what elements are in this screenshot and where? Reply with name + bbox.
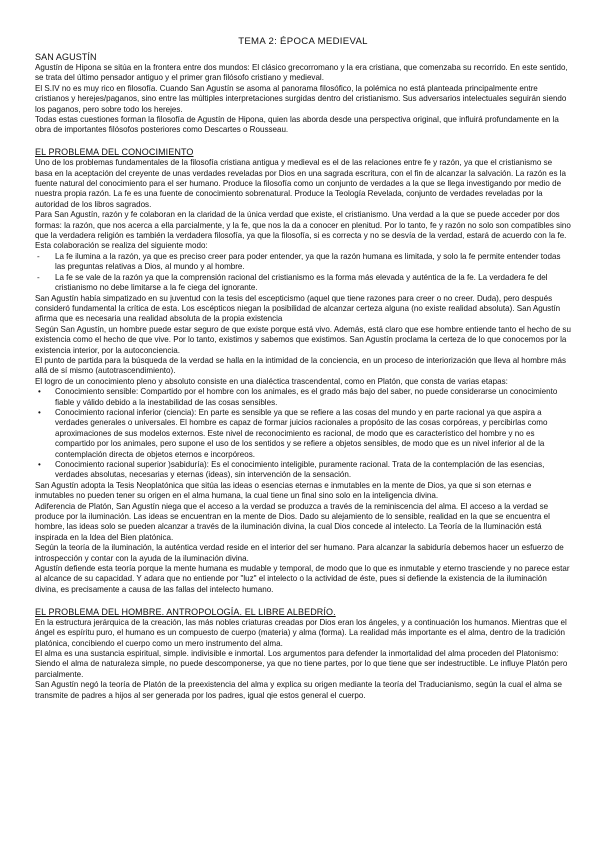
paragraph: El logro de un conocimiento pleno y absoluto consiste en una dialéctica trascendental, como en Platón, que consta de varias etapas:: [35, 376, 508, 386]
paragraph: Según San Agustín, un hombre puede estar seguro de que existe porque está vivo. Además, está claro que ese hombre entiende tanto el hecho de su existencia como el hecho de que vive. Por lo tanto, existimos y sabemos que existimos. San Agustín proclama la certeza de lo que conocemos por la existencia interior, por la autoconciencia.: [35, 324, 571, 355]
spacer: [35, 136, 571, 146]
bullet-list: [35, 387, 571, 481]
paragraph: San Agustín había simpatizado en su juventud con la tesis del escepticismo (aquel que tiene razones para creer o no creer. Duda), pero después consideró fundamental la crítica de esta. Los escépticos niegan la posibilidad de alcanzar certeza alguna (no existe realidad absoluta). San Agustín afirma que es necesaria una realidad absoluta de la propia existencia: [35, 293, 561, 324]
paragraph: Adiferencia de Platón, San Agustín niega que el acceso a la verdad se produzca a través de la reminiscencia del alma. El acceso a la verdad se produce por la iluminación. Las ideas se encuentran en la mente de Dios. Dado su alejamiento de lo sensible, realidad en la que se encuentra el hombre, las ideas solo se pueden alcanzar a través de la iluminación divina, la cual Dios concede al intelecto. La Teoría de la Iluminación está inspirada en la Idea del Bien platónica.: [35, 501, 550, 542]
dash-list: [35, 252, 571, 294]
list-item-text: La fe ilumina a la razón, ya que es preciso creer para poder entender, ya que la razón humana es limitada, y solo la fe permite entender todas las preguntas relativas a Dios, al mundo y al hombre.: [55, 251, 561, 272]
paragraph: El punto de partida para la búsqueda de la verdad se halla en la intimidad de la conciencia, en un proceso de interiorización que lleva al hombre más allá de sí mismo (autotrascendimiento).: [35, 355, 566, 376]
paragraph: El S.IV no es muy rico en filosofía. Cuando San Agustín se asoma al panorama filosófico, la polémica no está planteada principalmente entre cristianos y herejes/paganos, sino entre las múltiples interpretaciones surgidas dentro del cristianismo. Sus adversarios intelectuales seguirán siendo los paganos, pero sobre todo los herejes.: [35, 83, 567, 114]
spacer: [35, 595, 571, 605]
dash-marker: -: [37, 272, 40, 282]
paragraph: Agustín de Hipona se sitúa en la frontera entre dos mundos: El clásico grecorromano y la era cristiana, que comenzaba su recorrido. En este sentido, se trata del último pensador antiguo y el primer gran filósofo cristiano y medieval.: [35, 63, 568, 83]
document-page: [35, 36, 571, 701]
paragraph: Uno de los problemas fundamentales de la filosofía cristiana antigua y medieval es el de las relaciones entre fe y razón, ya que el cristianismo se basa en la aceptación del creyente de unas verdades reveladas por Dios en una sagrada escritura, con el fin de alcanzar la salvación. La razón es la fuente natural del conocimiento para el ser humano. Produce la filosofía como un conjunto de verdades a la que se llega investigando por medio de nuestra propia razón. La fe es una fuente de conocimiento sobrenatural. Produce la Teología Revelada, conjunto de verdades reveladas por la autoridad de los libros sagrados.: [35, 158, 566, 209]
list-item-text: Conocimiento racional superior )sabiduría): Es el conocimiento inteligible, puramente racional. Trata de la contemplación de las esencias, verdades absolutas, necesarias y eternas (ideas), sin intervención de la sensación.: [55, 460, 545, 480]
list-item: [35, 408, 571, 460]
paragraph: San Agustín negó la teoría de Platón de la preexistencia del alma y explica su origen mediante la teoría del Traducianismo, según la cual el alma se transmite de padres a hijos al ser generada por los padres, igual qie estos general el cuerpo.: [35, 680, 562, 700]
bullet-marker: •: [38, 460, 41, 470]
paragraph: San Agustín adopta la Tesis Neoplatónica que sitúa las ideas o esencias eternas e inmutables en la mente de Dios, ya que si son eternas e inmutables no pueden tener su origen en el alma humana, la cual tiene un final sino solo en la inteligencia divina.: [35, 480, 532, 501]
list-item-text: La fe se vale de la razón ya que la comprensión racional del cristianismo es la forma más elevada y auténtica de la fe. La verdadera fe del cristianismo no debe limitarse a la fe ciega del ignorante.: [55, 272, 548, 293]
bullet-marker: •: [38, 387, 41, 397]
list-item: [35, 460, 571, 481]
list-item: [35, 252, 571, 273]
bullet-marker: •: [38, 407, 41, 417]
paragraph: El alma es una sustancia espiritual, simple. indivisible e inmortal. Los argumentos para defender la inmortalidad del alma proceden del Platonismo: Siendo el alma de naturaleza simple, no puede descomponerse, ya que no tiene partes, por lo que tiene que ser indestructible. Le influye Platón pero parcialmente.: [35, 648, 568, 679]
section-heading-san-agustin: SAN AGUSTÍN: [35, 52, 97, 62]
page-title: TEMA 2: ÉPOCA MEDIEVAL: [238, 36, 368, 47]
list-item: [35, 273, 571, 294]
list-item-text: Conocimiento sensible: Compartido por el hombre con los animales, es el grado más bajo del saber, no puede considerarse un conocimiento fiable y válido debido a la inestabilidad de las cosas sensibles.: [55, 387, 558, 407]
list-item-text: Conocimiento racional inferior (ciencia): En parte es sensible ya que se refiere a las cosas del mundo y en parte racional ya que aspira a verdades generales o universales. El hombre es capaz de formar juicios racionales a propósito de las cosas corpóreas, y percibirlas como aproximaciones de sus modelos externos. Este nivel de reconocimiento es racional, de modo que es característico del hombre y no es compartido por los animales, pero supone el uso de los sentidos y se refiere a objetos sensibles, de modo que es un nivel inferior al de la contemplación directa de objetos eternos e incorpóreos.: [55, 407, 548, 459]
dash-marker: -: [37, 251, 40, 261]
section-heading-conocimiento: EL PROBLEMA DEL CONOCIMIENTO: [35, 147, 194, 158]
paragraph: Para San Agustín, razón y fe colaboran en la claridad de la única verdad que existe, el cristianismo. Una verdad a la que se puede acceder por dos formas: la razón, que nos acerca a ella parcialmente, y la fe, que nos la da a conocer en plenitud. Por lo tanto, fe y razón no solo son compatibles sino que la verdadera religión es también la verdadera filosofía, ya que la filosofía, si es correcta y no se desvía de la verdad, estará de acuerdo con la fe. Esta colaboración se realiza del siguiente modo:: [35, 210, 571, 251]
paragraph: Según la teoría de la iluminación, la auténtica verdad reside en el interior del ser humano. Para alcanzar la sabiduría debemos hacer un esfuerzo de introspección y contar con la ayuda de la iluminación divina.: [35, 543, 564, 563]
paragraph: En la estructura jerárquica de la creación, las más nobles criaturas creadas por Dios eran los ángeles, y a continuación los humanos. Mientras que el ángel es espíritu puro, el humano es un compuesto de cuerpo (materia) y alma (forma). La realidad más importante es el alma, dentro de la tradición platónica, concibiendo el cuerpo como un mero instrumento del alma.: [35, 617, 567, 648]
paragraph: Todas estas cuestiones forman la filosofía de Agustín de Hipona, quien las aborda desde una perspectiva original, que influirá profundamente en la obra de importantes filósofos posteriores como Descartes o Rousseau.: [35, 115, 559, 135]
paragraph: Agustín defiende esta teoría porque la mente humana es mudable y temporal, de modo que lo que es inmutable y eterno trasciende y no parece estar al alcance de su capacidad. Y adara que no entiende por "luz" el intelecto o la actividad de éste, pues si defiende la existencia de la iluminación divina, es precisamente a causa de las fallas del intelecto humano.: [35, 564, 570, 594]
section-heading-hombre: EL PROBLEMA DEL HOMBRE. ANTROPOLOGÍA. EL LIBRE ALBEDRÍO.: [35, 606, 336, 617]
list-item: [35, 387, 571, 408]
